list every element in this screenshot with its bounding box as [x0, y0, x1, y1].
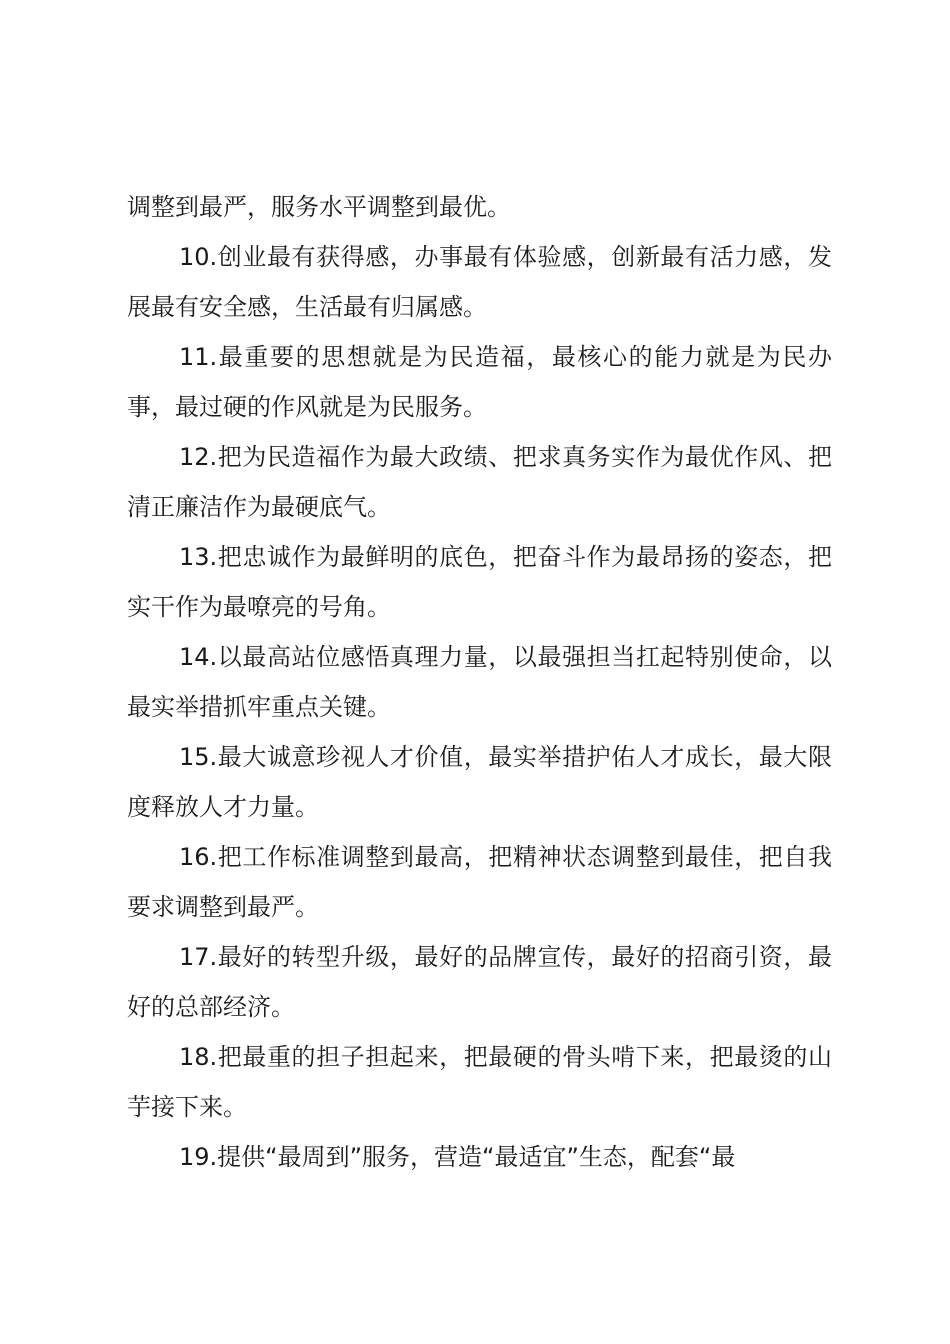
paragraph-item-17: 17.最好的转型升级，最好的品牌宣传，最好的招商引资，最好的总部经济。: [127, 943, 832, 1021]
paragraph-item-10: 10.创业最有获得感，办事最有体验感，创新最有活力感，发展最有安全感，生活最有归属感。: [127, 243, 832, 321]
paragraph-item-19: 19.提供“最周到”服务，营造“最适宜”生态，配套“最: [179, 1143, 736, 1171]
paragraph-item-13: 13.把忠诚作为最鲜明的底色，把奋斗作为最昂扬的姿态，把实干作为最嘹亮的号角。: [127, 543, 832, 621]
paragraph-item-18: 18.把最重的担子担起来，把最硬的骨头啃下来，把最烫的山芋接下来。: [127, 1043, 832, 1121]
paragraph-continuation: 调整到最严，服务水平调整到最优。: [127, 193, 511, 221]
paragraph-item-14: 14.以最高站位感悟真理力量，以最强担当扛起特别使命，以最实举措抓牢重点关键。: [127, 643, 832, 721]
paragraph-item-15: 15.最大诚意珍视人才价值，最实举措护佑人才成长，最大限度释放人才力量。: [127, 743, 832, 821]
paragraph-item-16: 16.把工作标准调整到最高，把精神状态调整到最佳，把自我要求调整到最严。: [127, 843, 832, 921]
paragraph-item-12: 12.把为民造福作为最大政绩、把求真务实作为最优作风、把清正廉洁作为最硬底气。: [127, 443, 832, 521]
document-body: [127, 182, 832, 1182]
paragraph-item-11: 11.最重要的思想就是为民造福，最核心的能力就是为民办事，最过硬的作风就是为民服务。: [127, 343, 832, 421]
